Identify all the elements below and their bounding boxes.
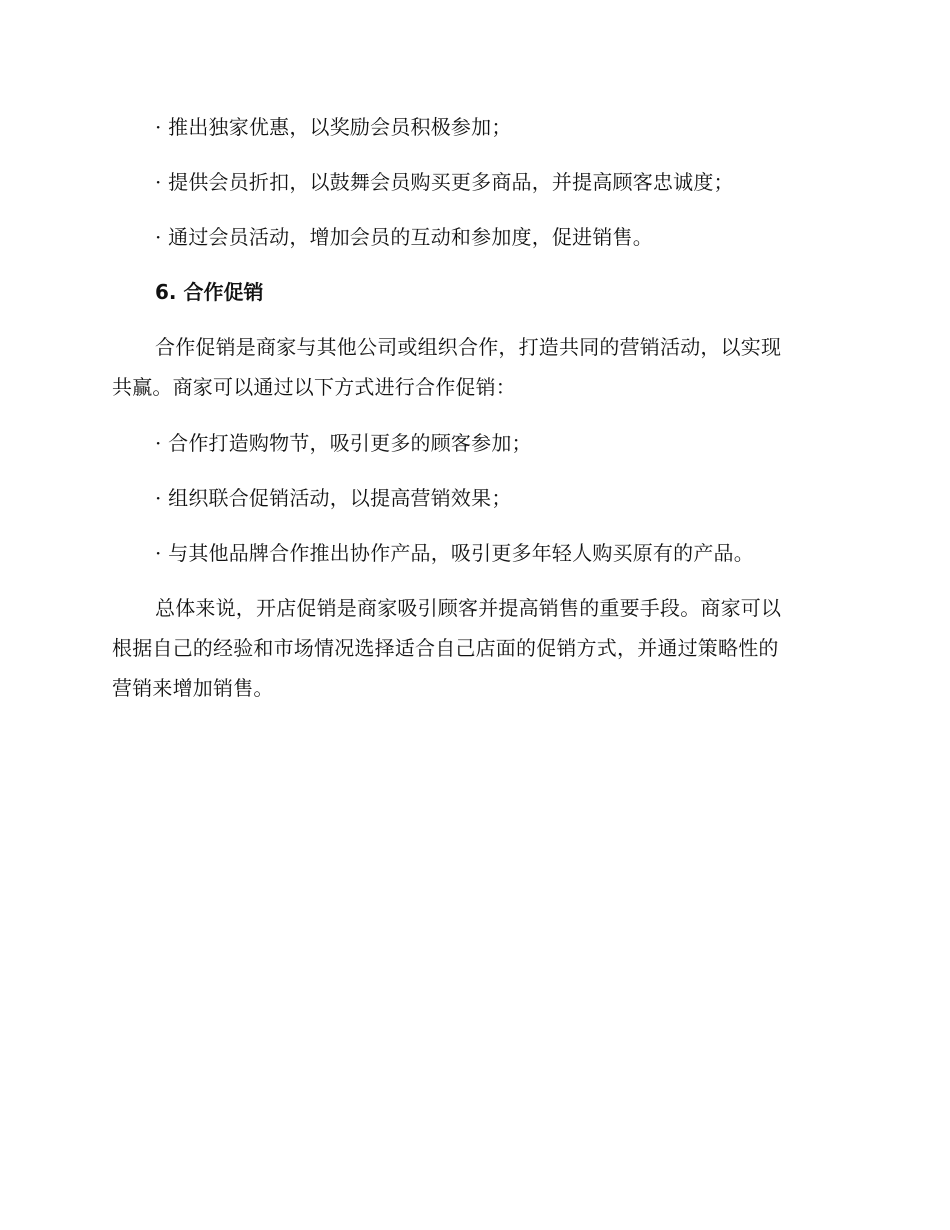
conclusion-line-2: 根据自己的经验和市场情况选择适合自己店面的促销方式，并通过策略性的	[112, 636, 779, 660]
cooperation-intro-line-1: 合作促销是商家与其他公司或组织合作，打造共同的营销活动，以实现	[155, 335, 782, 359]
cooperation-intro-line-2: 共赢。商家可以通过以下方式进行合作促销：	[112, 375, 516, 399]
cooperation-bullet-1: · 合作打造购物节，吸引更多的顾客参加；	[155, 431, 532, 455]
section-heading-cooperation: 6. 合作促销	[155, 280, 264, 304]
conclusion-line-1: 总体来说，开店促销是商家吸引顾客并提高销售的重要手段。商家可以	[155, 596, 782, 620]
cooperation-bullet-3: · 与其他品牌合作推出协作产品，吸引更多年轻人购买原有的产品。	[155, 541, 754, 565]
member-bullet-2: · 提供会员折扣，以鼓舞会员购买更多商品，并提高顾客忠诚度；	[155, 170, 734, 194]
cooperation-bullet-2: · 组织联合促销活动，以提高营销效果；	[155, 486, 512, 510]
member-bullet-3: · 通过会员活动，增加会员的互动和参加度，促进销售。	[155, 225, 653, 249]
conclusion-line-3: 营销来增加销售。	[112, 676, 274, 700]
member-bullet-1: · 推出独家优惠，以奖励会员积极参加；	[155, 115, 512, 139]
